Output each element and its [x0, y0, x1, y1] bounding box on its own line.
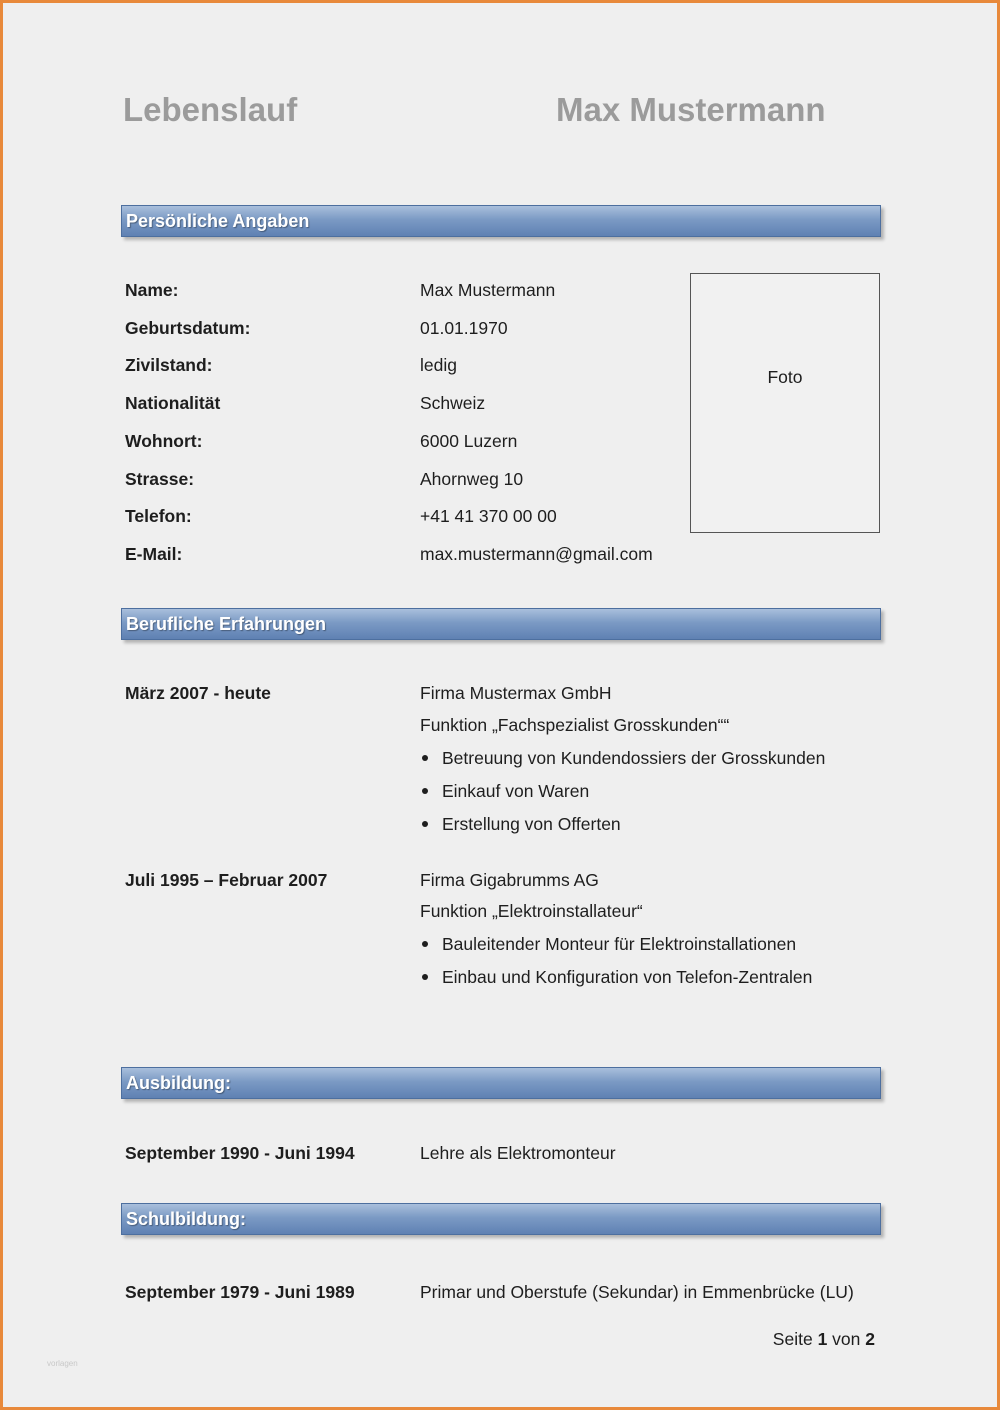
experience-company: Firma Mustermax GmbH: [420, 683, 612, 703]
value-civil-status: ledig: [420, 355, 457, 375]
experience-task: Einkauf von Waren: [442, 781, 590, 801]
bullet-icon: [422, 788, 428, 794]
bullet-icon: [422, 755, 428, 761]
value-street: Ahornweg 10: [420, 469, 524, 489]
experience-company: Firma Gigabrumms AG: [420, 870, 599, 890]
page-number-middle: von: [832, 1329, 861, 1349]
bullet-icon: [422, 821, 428, 827]
school-period: September 1979 - Juni 1989: [125, 1282, 355, 1302]
label-street: Strasse:: [125, 469, 195, 489]
page-number-total: 2: [865, 1329, 875, 1349]
bullet-icon: [422, 941, 428, 947]
label-phone: Telefon:: [125, 506, 192, 526]
value-residence: 6000 Luzern: [420, 431, 518, 451]
experience-function: Funktion „Elektroinstallateur“: [420, 901, 643, 921]
experience-period: Juli 1995 – Februar 2007: [125, 870, 328, 890]
experience-task: Betreuung von Kundendossiers der Grosskunden: [442, 748, 826, 768]
label-birthdate: Geburtsdatum:: [125, 318, 251, 338]
applicant-name-heading: Max Mustermann: [556, 91, 826, 128]
page-number: [773, 1329, 875, 1350]
value-email: max.mustermann@gmail.com: [420, 544, 653, 564]
section-bar-experience: [121, 608, 881, 640]
education-value: Lehre als Elektromonteur: [420, 1143, 616, 1163]
section-title-experience: Berufliche Erfahrungen: [126, 614, 327, 634]
photo-label: Foto: [767, 367, 803, 387]
label-email: E-Mail:: [125, 544, 183, 564]
photo-placeholder: [690, 273, 880, 533]
label-civil-status: Zivilstand:: [125, 355, 213, 375]
value-birthdate: 01.01.1970: [420, 318, 508, 338]
experience-period: März 2007 - heute: [125, 683, 271, 703]
label-nationality: Nationalität: [125, 393, 221, 413]
watermark: vorlagen: [47, 1359, 78, 1368]
education-period: September 1990 - Juni 1994: [125, 1143, 355, 1163]
section-title-education: Ausbildung:: [126, 1073, 231, 1093]
section-bar-education: [121, 1067, 881, 1099]
bullet-icon: [422, 974, 428, 980]
value-phone: +41 41 370 00 00: [420, 506, 557, 526]
section-bar-personal: [121, 205, 881, 237]
document-title: Lebenslauf: [123, 91, 298, 128]
experience-function: Funktion „Fachspezialist Grosskunden““: [420, 715, 730, 735]
value-name: Max Mustermann: [420, 280, 556, 300]
page-number-prefix: Seite: [772, 1329, 813, 1349]
value-nationality: Schweiz: [420, 393, 486, 413]
section-title-personal: Persönliche Angaben: [126, 211, 310, 231]
label-residence: Wohnort:: [125, 431, 203, 451]
section-title-school: Schulbildung:: [126, 1209, 246, 1229]
section-bar-school: [121, 1203, 881, 1235]
experience-task: Erstellung von Offerten: [442, 814, 621, 834]
experience-task: Bauleitender Monteur für Elektroinstallationen: [442, 934, 797, 954]
experience-task: Einbau und Konfiguration von Telefon-Zentralen: [442, 967, 813, 987]
school-value: Primar und Oberstufe (Sekundar) in Emmenbrücke (LU): [420, 1282, 854, 1302]
label-name: Name:: [125, 280, 179, 300]
page-number-current: 1: [817, 1329, 828, 1349]
